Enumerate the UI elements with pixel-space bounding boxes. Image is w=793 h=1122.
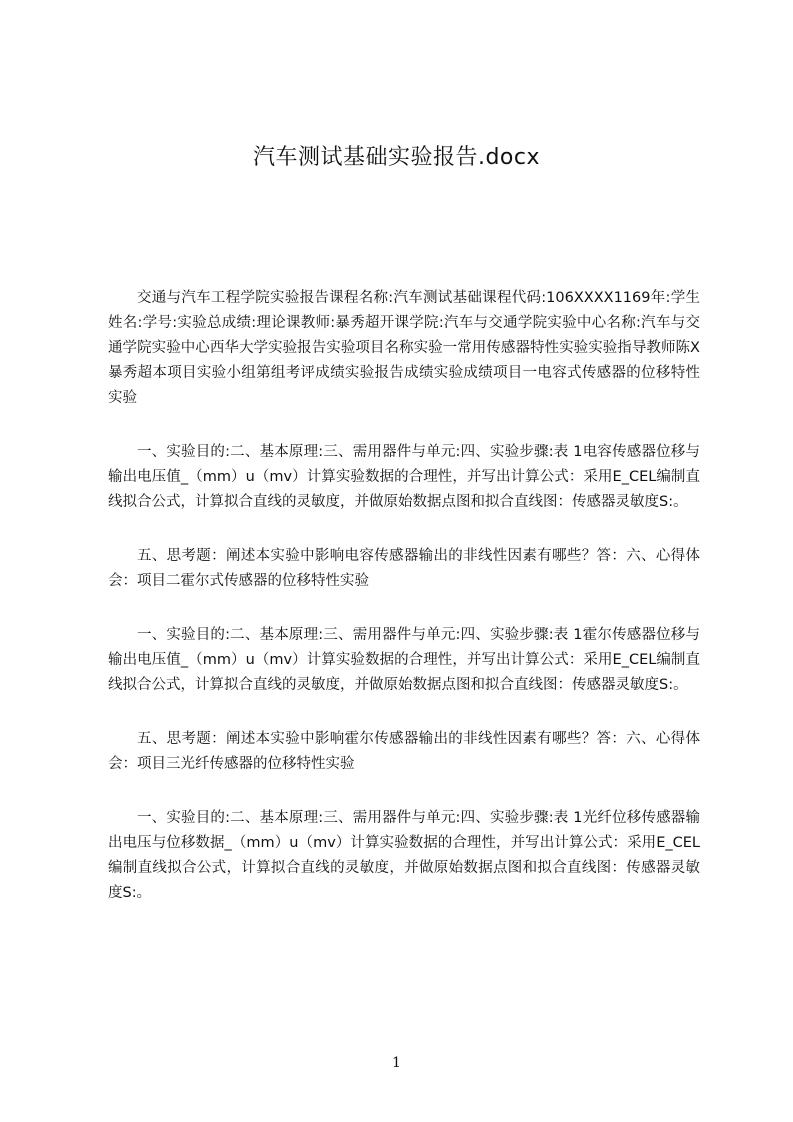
paragraph-capacitive-questions: 五、思考题：阐述本实验中影响电容传感器输出的非线性因素有哪些？答：六、心得体会：项目二霍尔式传感器的位移特性实验 (108, 548, 700, 589)
paragraph-hall-steps: 一、实验目的:二、基本原理:三、需用器件与单元:四、实验步骤:表 1霍尔传感器位移与输出电压值_（mm）u（mv）计算实验数据的合理性，并写出计算公式：采用E_CEL编制直线拟合公式，计算拟合直线的灵敏度，并做原始数据点图和拟合直线图：传感器灵敏度S:。 (108, 627, 700, 693)
paragraph-course-info: 交通与汽车工程学院实验报告课程名称:汽车测试基础课程代码:106XXXX1169年:学生姓名:学号:实验总成绩:理论课教师:暴秀超开课学院:汽车与交通学院实验中心名称:汽车与交通学院实验中心西华大学实验报告实验项目名称实验一常用传感器特性实验实验指导教师陈X暴秀超本项目实验小组第组考评成绩实验报告成绩实验成绩项目一电容式传感器的位移特性实验 (108, 290, 700, 406)
page-number: 1 (392, 1055, 401, 1071)
paragraph-fiber-steps: 一、实验目的:二、基本原理:三、需用器件与单元:四、实验步骤:表 1光纤位移传感器输出电压与位移数据_（mm）u（mv）计算实验数据的合理性，并写出计算公式：采用E_CEL编制直线拟合公式，计算拟合直线的灵敏度，并做原始数据点图和拟合直线图：传感器灵敏度S:。 (108, 810, 700, 901)
document-title: 汽车测试基础实验报告.docx (252, 145, 541, 170)
paragraph-capacitive-steps: 一、实验目的:二、基本原理:三、需用器件与单元:四、实验步骤:表 1电容传感器位移与输出电压值_（mm）u（mv）计算实验数据的合理性，并写出计算公式：采用E_CEL编制直线拟合公式，计算拟合直线的灵敏度，并做原始数据点图和拟合直线图：传感器灵敏度S:。 (108, 444, 700, 510)
paragraph-hall-questions: 五、思考题：阐述本实验中影响霍尔传感器输出的非线性因素有哪些？答：六、心得体会：项目三光纤传感器的位移特性实验 (108, 731, 700, 772)
document-body (108, 286, 700, 935)
